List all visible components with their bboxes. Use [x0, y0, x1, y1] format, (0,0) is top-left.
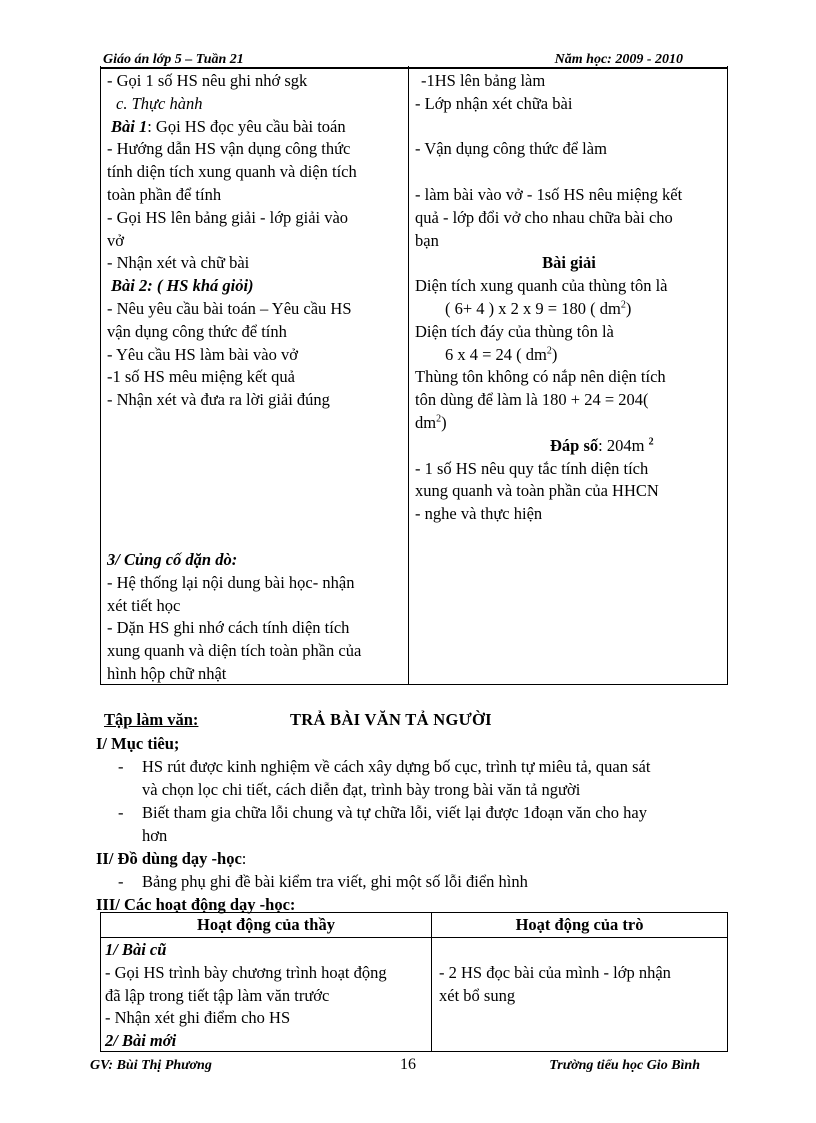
student-column: - 2 HS đọc bài của mình - lớp nhận xét bổ sung: [439, 963, 671, 1005]
header-rule: [101, 937, 727, 938]
column-header-student: Hoạt động của trò: [515, 915, 644, 934]
page-number: 16: [400, 1056, 416, 1073]
activities-heading: III/ Các hoạt động dạy -học:: [96, 895, 296, 914]
footer-teacher: GV: Bùi Thị Phương: [90, 1058, 212, 1073]
activity-table-1: [100, 66, 728, 685]
column-divider: [408, 66, 409, 684]
answer: Đáp số: 204m $^2$: [550, 435, 654, 455]
list-item: - HS rút được kinh nghiệm về cách xây dựng bố cục, trình tự miêu tả, quan sát: [118, 757, 651, 776]
column-header-teacher: Hoạt động của thầy: [197, 915, 335, 934]
header-left: Giáo án lớp 5 – Tuần 21: [103, 52, 244, 67]
activity-table-2: [100, 912, 728, 1052]
header-right: Năm học: 2009 - 2010: [554, 52, 683, 67]
teacher-column: 1/ Bài cũ - Gọi HS trình bày chương trình hoạt động đã lập trong tiết tập làm văn trước - Nhận xét ghi điểm cho HS 2/ Bài mới: [105, 940, 387, 1051]
list-item: - Biết tham gia chữa lỗi chung và tự chữa lỗi, viết lại được 1đoạn văn cho hay: [118, 803, 647, 822]
student-column: -1HS lên bảng làm - Lớp nhận xét chữa bài - Vận dụng công thức để làm - làm bài vào vở - 1số HS nêu miệng kết quả - lớp đổi vở cho nhau chữa bài cho bạn Bài giải Diện tích xung quanh của thùng tôn là ( 6+ 4 ) x 2 x 9 = 180 ( $dm^2$) Diện tích đáy của thùng tôn là 6 x 4 = 24 ( $dm^2$) Thùng tôn không có nắp nên diện tích tôn dùng để làm là 180 + 24 = 204( $dm^2$) Đáp số: 204m $^2$ - 1 số HS nêu quy tắc tính diện tích xung quanh và toàn phần của HHCN - nghe và thực hiện: [415, 70, 723, 526]
list-item: - Bảng phụ ghi đề bài kiểm tra viết, ghi một số lỗi điển hình: [118, 872, 528, 891]
page-footer: [90, 1058, 700, 1076]
teacher-column: - Gọi 1 số HS nêu ghi nhớ sgk c. Thực hành Bài 1: Gọi HS đọc yêu cầu bài toán - Hướng dẫn HS vận dụng công thức tính diện tích xung quanh và diện tích toàn phần để tính - Gọi HS lên bảng giải - lớp giải vào vở - Nhận xét và chữ bài Bài 2: ( HS khá giỏi) - Nêu yêu cầu bài toán – Yêu cầu HS vận dụng công thức để tính - Yêu cầu HS làm bài vào vở -1 số HS mêu miệng kết quả - Nhận xét và đưa ra lời giải đúng 3/ Củng cố dặn dò: - Hệ thống lại nội dung bài học- nhận xét tiết học - Dặn HS ghi nhớ cách tính diện tích xung quanh và diện tích toàn phần của hình hộp chữ nhật: [107, 70, 402, 686]
objectives-heading: I/ Mục tiêu;: [96, 734, 180, 753]
footer-school: Trường tiểu học Gio Bình: [549, 1058, 700, 1073]
solution-heading: Bài giải: [542, 253, 596, 273]
lesson-body: I/ Mục tiêu; - HS rút được kinh nghiệm về cách xây dựng bố cục, trình tự miêu tả, quan sát và chọn lọc chi tiết, cách diễn đạt, trình bày trong bài văn tả người - Biết tham gia chữa lỗi chung và tự chữa lỗi, viết lại được 1đoạn văn cho hay hơn II/ Đồ dùng dạy -học: - Bảng phụ ghi đề bài kiểm tra viết, ghi một số lỗi điển hình III/ Các hoạt động dạy -học:: [96, 732, 736, 916]
lesson-title: TRẢ BÀI VĂN TẢ NGƯỜI: [290, 710, 492, 729]
materials-heading: II/ Đồ dùng dạy -học:: [96, 849, 247, 868]
summary-heading: 3/ Củng cố dặn dò:: [107, 549, 238, 569]
subject-label: Tập làm văn:: [104, 710, 199, 729]
lesson-title-row: [96, 708, 736, 732]
